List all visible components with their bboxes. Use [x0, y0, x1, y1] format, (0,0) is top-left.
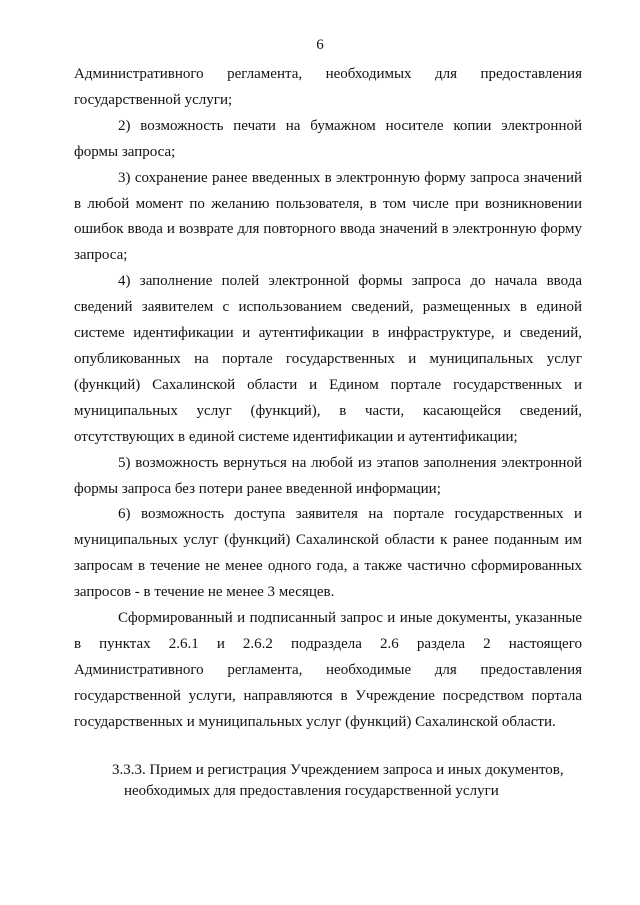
section-heading — [112, 760, 582, 802]
page-number: 6 — [316, 37, 324, 53]
paragraph-submission: Сформированный и подписанный запрос и иные документы, указанные в пунктах 2.6.1 и 2.6.2 подраздела 2.6 раздела 2 настоящего Административного регламента, необходимые для предоставления государственной услуги, направляются в Учреждение посредством портала государственных и муниципальных услуг (функций) Сахалинской области. — [74, 610, 582, 730]
paragraph-regulation-continuation: Административного регламента, необходимых для предоставления государственной услуги; — [74, 66, 582, 108]
paragraph-item-4: 4) заполнение полей электронной формы запроса до начала ввода сведений заявителем с использованием сведений, размещенных в единой системе идентификации и аутентификации в инфраструктуре, и сведений, опубликованных на портале государственных и муниципальных услуг (функций) Сахалинской области и Едином портале государственных и муниципальных услуг (функций), в части, касающейся сведений, отсутствующих в единой системе идентификации и аутентификации; — [74, 273, 582, 445]
section-heading-line-2: необходимых для предоставления государственной услуги — [124, 783, 499, 799]
section-heading-line-1: 3.3.3. Прием и регистрация Учреждением запроса и иных документов, — [112, 762, 564, 778]
paragraph-item-5: 5) возможность вернуться на любой из этапов заполнения электронной формы запроса без потери ранее введенной информации; — [74, 454, 582, 497]
paragraph-item-6: 6) возможность доступа заявителя на портале государственных и муниципальных услуг (функций) Сахалинской области к ранее поданным им запросам в течение не менее одного года, а также частично сформированных запросов - в течение не менее 3 месяцев. — [74, 506, 582, 601]
paragraph-item-3: 3) сохранение ранее введенных в электронную форму запроса значений в любой момент по желанию пользователя, в том числе при возникновении ошибок ввода и возврате для повторного ввода значений в электронную форму запроса; — [74, 169, 582, 264]
document-body — [74, 62, 582, 736]
paragraph-item-2: 2) возможность печати на бумажном носителе копии электронной формы запроса; — [74, 117, 582, 160]
